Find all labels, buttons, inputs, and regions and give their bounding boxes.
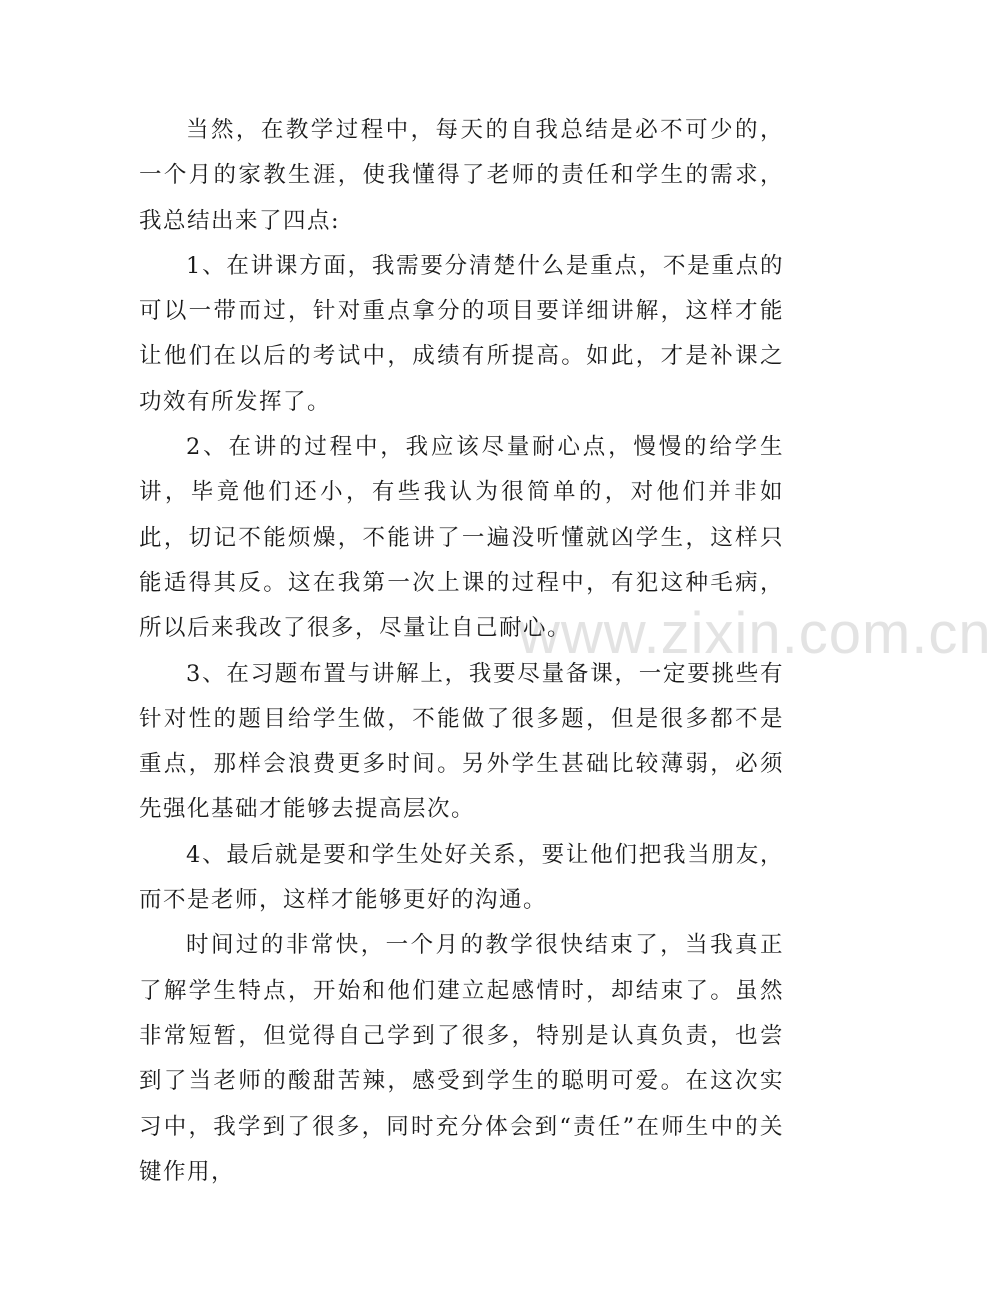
paragraph-point-2: 2、在讲的过程中，我应该尽量耐心点，慢慢的给学生讲，毕竟他们还小，有些我认为很简单的，对他们并非如此，切记不能烦燥，不能讲了一遍没听懂就凶学生，这样只能适得其反。这在我第一次上课的过程中，有犯这种毛病，所以后来我改了很多，尽量让自己耐心。 [139,434,784,642]
document-body [139,108,784,1195]
paragraph-conclusion: 时间过的非常快，一个月的教学很快结束了，当我真正了解学生特点，开始和他们建立起感情时，却结束了。虽然非常短暂，但觉得自己学到了很多，特别是认真负责，也尝到了当老师的酸甜苦辣，感受到学生的聪明可爱。在这次实习中，我学到了很多，同时充分体会到“责任”在师生中的关键作用， [139,932,784,1185]
paragraph-point-4: 4、最后就是要和学生处好关系，要让他们把我当朋友，而不是老师，这样才能够更好的沟通。 [139,841,784,914]
paragraph-point-1: 1、在讲课方面，我需要分清楚什么是重点，不是重点的可以一带而过，针对重点拿分的项目要详细讲解，这样才能让他们在以后的考试中，成绩有所提高。如此，才是补课之功效有所发挥了。 [139,252,784,415]
paragraph-intro: 当然，在教学过程中，每天的自我总结是必不可少的，一个月的家教生涯，使我懂得了老师的责任和学生的需求，我总结出来了四点: [139,117,784,234]
watermark: www.zixin.com.cn [518,601,992,666]
paragraph-point-3: 3、在习题布置与讲解上，我要尽量备课，一定要挑些有针对性的题目给学生做，不能做了很多题，但是很多都不是重点，那样会浪费更多时间。另外学生甚础比较薄弱，必须先强化基础才能够去提高层次。 [139,660,784,823]
